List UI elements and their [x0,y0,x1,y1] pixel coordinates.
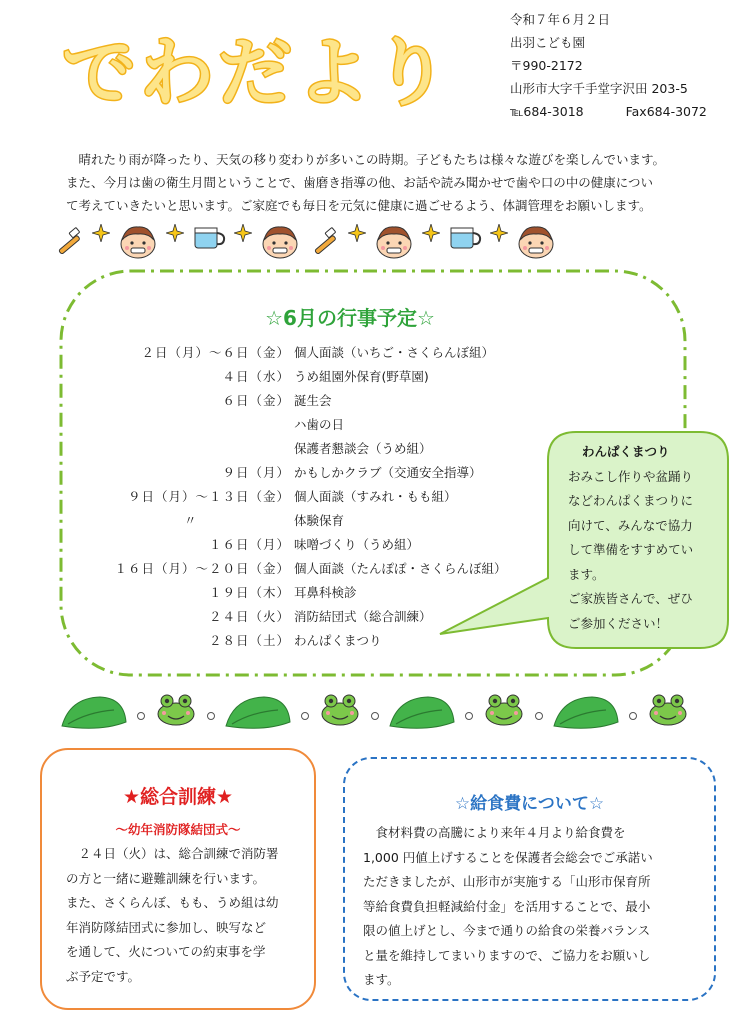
event-text: 個人面談（いちご・さくらんぼ組） [294,345,495,360]
drill-line: を通して、火についての約束事を学 [66,944,266,959]
drill-line: ぶ予定です。 [66,968,141,984]
lunch-line: 1,000 円値上げすることを保護者会総会でご承諾い [363,849,653,865]
dot-icon [534,706,544,725]
header-info [510,8,730,123]
drill-line: の方と一緒に避難訓練を行います。 [66,870,266,886]
leaf-icon [60,694,128,736]
decoration-row-top [0,218,734,266]
event-row [0,364,560,388]
intro-line: また、今月は歯の衛生月間ということで、歯磨き指導の他、お話や読み聞かせで歯や口の中の健康につい [66,175,654,190]
drill-line: 年消防隊結団式に参加し、映写など [66,919,267,935]
drill-box [40,748,316,1010]
dot-icon [464,706,474,725]
smiling-child-icon [260,224,300,264]
event-date: ６日（金） [222,393,290,408]
smiling-child-icon [374,224,414,264]
issue-date: 令和７年６月２日 [510,12,611,27]
lunch-fee-body [363,821,708,993]
bubble-line: おみこし作りや盆踊り [568,468,694,484]
leaf-icon [224,694,292,736]
dot-icon [370,706,380,725]
frog-icon [646,692,690,732]
sparkle-icon [234,224,252,246]
drill-title: ★総合訓練★ [122,786,234,808]
dot-icon [628,706,638,725]
event-row [0,340,560,364]
dot-icon [136,706,146,725]
bubble-line: ます。 [568,566,605,582]
bubble-text [568,440,718,636]
event-text: 味噌づくり（うめ組） [294,537,420,552]
lunch-fee-title: ☆給食費について☆ [454,794,605,814]
bubble-title: わんぱくまつり [582,444,670,459]
toothbrush-icon [52,224,84,260]
school-name: 出羽こども園 [510,35,586,50]
intro-line: て考えていきたいと思います。ご家庭でも毎日を元気に健康に過ごせるよう、体調管理をお願いします。 [66,198,652,213]
drill-line: ２４日（火）は、総合訓練で消防署 [78,846,279,861]
cup-icon [192,224,226,256]
sparkle-icon [166,224,184,246]
lunch-line: 等給食費負担軽減給付金」を活用することで、最小 [363,898,651,914]
leaf-icon [552,694,620,736]
lunch-line: 食材料費の高騰により来年４月より給食費を [375,825,626,840]
event-date: ２４日（火） [208,609,290,624]
lunch-line: 限の値上げとし、今まで通りの給食の栄養バランス [363,923,651,938]
tel-number: ℡684-3018 [510,104,584,119]
sparkle-icon [422,224,440,246]
toothbrush-icon [308,224,340,260]
contact-numbers [510,100,730,123]
event-date: １９日（木） [208,585,290,600]
event-text: うめ組園外保育(野草園) [294,369,429,384]
fax-number: Fax684-3072 [625,104,707,119]
event-text: かもしかクラブ（交通安全指導） [294,465,482,480]
decoration-row-bottom [0,686,734,738]
event-text: ハ歯の日 [294,417,345,432]
bubble-line: ご参加ください！ [568,615,669,631]
event-date: １６日（月）～２０日（金） [114,561,290,576]
event-text: 個人面談（たんぽぽ・さくらんぼ組） [294,561,507,576]
cup-icon [448,224,482,256]
event-row [0,388,560,412]
bubble-line: 向けて、みんなで協力 [568,517,693,533]
event-date: ４日（水） [222,369,290,384]
event-date: ９日（月）～１３日（金） [127,489,290,504]
bubble-line: して準備をすすめてい [568,542,694,557]
postal-code: 〒990-2172 [510,58,583,73]
dot-icon [300,706,310,725]
intro-line: 晴れたり雨が降ったり、天気の移り変わりが多いこの時期。子どもたちは様々な遊びを楽しんでいます。 [78,152,666,167]
event-text: 保護者懇談会（うめ組） [294,441,432,456]
sparkle-icon [490,224,508,246]
bubble-line: ご家族皆さんで、ぜひ [568,591,693,606]
event-text: 消防結団式（総合訓練） [294,609,432,624]
sparkle-icon [92,224,110,246]
event-date: ９日（月） [222,465,290,480]
leaf-icon [388,694,456,736]
frog-icon [154,692,198,732]
event-text: 体験保育 [294,513,345,528]
lunch-line: ます。 [363,972,400,987]
lunch-line: と量を維持してまいりますので、ご協力をお願いし [363,947,651,963]
frog-icon [482,692,526,732]
newsletter-title-art [58,20,458,120]
event-ditto-mark: 〃 [184,513,197,528]
intro-paragraph [66,148,686,217]
frog-icon [318,692,362,732]
event-text: 耳鼻科検診 [294,585,357,600]
lunch-line: ただきましたが、山形市が実施する「山形市保育所 [363,874,651,889]
event-text: わんぱくまつり [294,633,382,648]
dot-icon [206,706,216,725]
event-text: 個人面談（すみれ・もも組） [294,489,457,504]
event-date: ２日（月）～６日（金） [141,345,290,360]
event-date: ２８日（土） [208,633,290,648]
address: 山形市大字千手堂字沢田 203-5 [510,81,688,96]
smiling-child-icon [118,224,158,264]
sparkle-icon [348,224,366,246]
event-date: １６日（月） [208,537,290,552]
newsletter-title: でわだより [62,30,452,116]
bubble-line: などわんぱくまつりに [568,493,694,508]
drill-body [66,842,304,989]
smiling-child-icon [516,224,556,264]
event-text: 誕生会 [294,393,332,408]
lunch-fee-box [343,757,716,1001]
drill-line: また、さくらんぼ、もも、うめ組は幼 [66,895,279,910]
drill-subtitle: ～幼年消防隊結団式～ [115,822,241,837]
events-title: ☆6月の行事予定☆ [265,306,435,330]
